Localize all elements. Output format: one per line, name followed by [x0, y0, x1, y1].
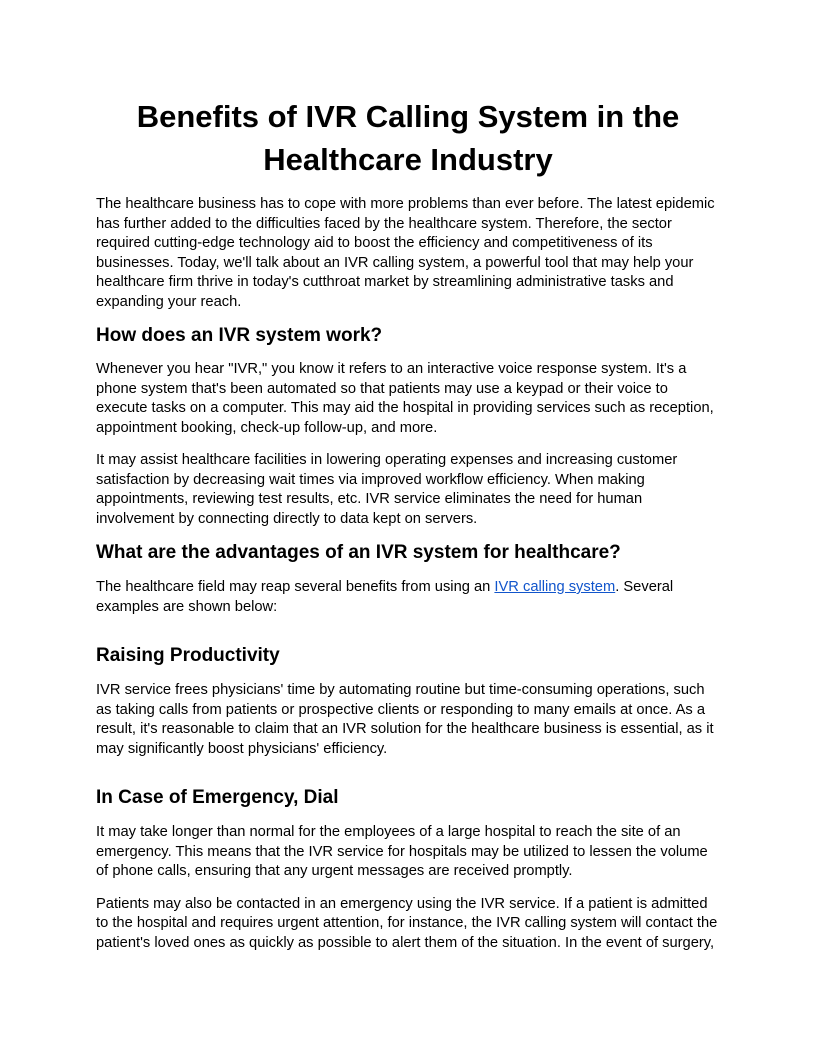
section-heading-advantages: What are the advantages of an IVR system for healthcare? [96, 542, 621, 563]
advantages-paragraph [96, 578, 720, 617]
how-paragraph-2: It may assist healthcare facilities in lowering operating expenses and increasing customer satisfaction by decreasing wait times via improved workflow efficiency. When making appointments, reviewing test results, etc. IVR service eliminates the need for human involvement by connecting directly to data kept on servers. [96, 452, 678, 527]
document-page [96, 0, 720, 953]
emergency-paragraph-2: Patients may also be contacted in an emergency using the IVR service. If a patient is admitted to the hospital and requires urgent attention, for instance, the IVR calling system will contact the patient's loved ones as quickly as possible to alert them of the situation. In the event of surgery, [96, 895, 718, 951]
section-heading-how-ivr-works: How does an IVR system work? [96, 325, 383, 346]
advantages-text-after-link: . Several examples are shown below: [96, 579, 674, 615]
emergency-paragraph-1: It may take longer than normal for the employees of a large hospital to reach the site of an emergency. This means that the IVR service for hospitals may be utilized to lessen the volume of phone calls, ensuring that any urgent messages are received promptly. [96, 824, 708, 879]
productivity-paragraph: IVR service frees physicians' time by automating routine but time-consuming operations, such as taking calls from patients or prospective clients or responding to many emails at once. As a result, it's reasonable to claim that an IVR solution for the healthcare business is essential, as it may significantly boost physicians' efficiency. [96, 682, 714, 757]
how-paragraph-1: Whenever you hear "IVR," you know it refers to an interactive voice response system. It's a phone system that's been automated so that patients may use a keypad or their voice to execute tasks on a computer. This may aid the hospital in providing services such as reception, appointment booking, check-up follow-up, and more. [96, 361, 714, 436]
document-title: Benefits of IVR Calling System in the Healthcare Industry [136, 99, 680, 177]
intro-paragraph: The healthcare business has to cope with more problems than ever before. The latest epidemic has further added to the difficulties faced by the healthcare system. Therefore, the sector required cutting-edge technology aid to boost the efficiency and competitiveness of its businesses. Today, we'll talk about an IVR calling system, a powerful tool that may help your healthcare firm thrive in today's cutthroat market by streamlining administrative tasks and expanding your reach. [96, 196, 715, 310]
section-heading-emergency: In Case of Emergency, Dial [96, 787, 339, 808]
ivr-calling-system-link[interactable]: IVR calling system [494, 579, 616, 595]
advantages-text-before-link: The healthcare field may reap several benefits from using an [96, 579, 495, 595]
section-heading-raising-productivity: Raising Productivity [96, 645, 280, 666]
